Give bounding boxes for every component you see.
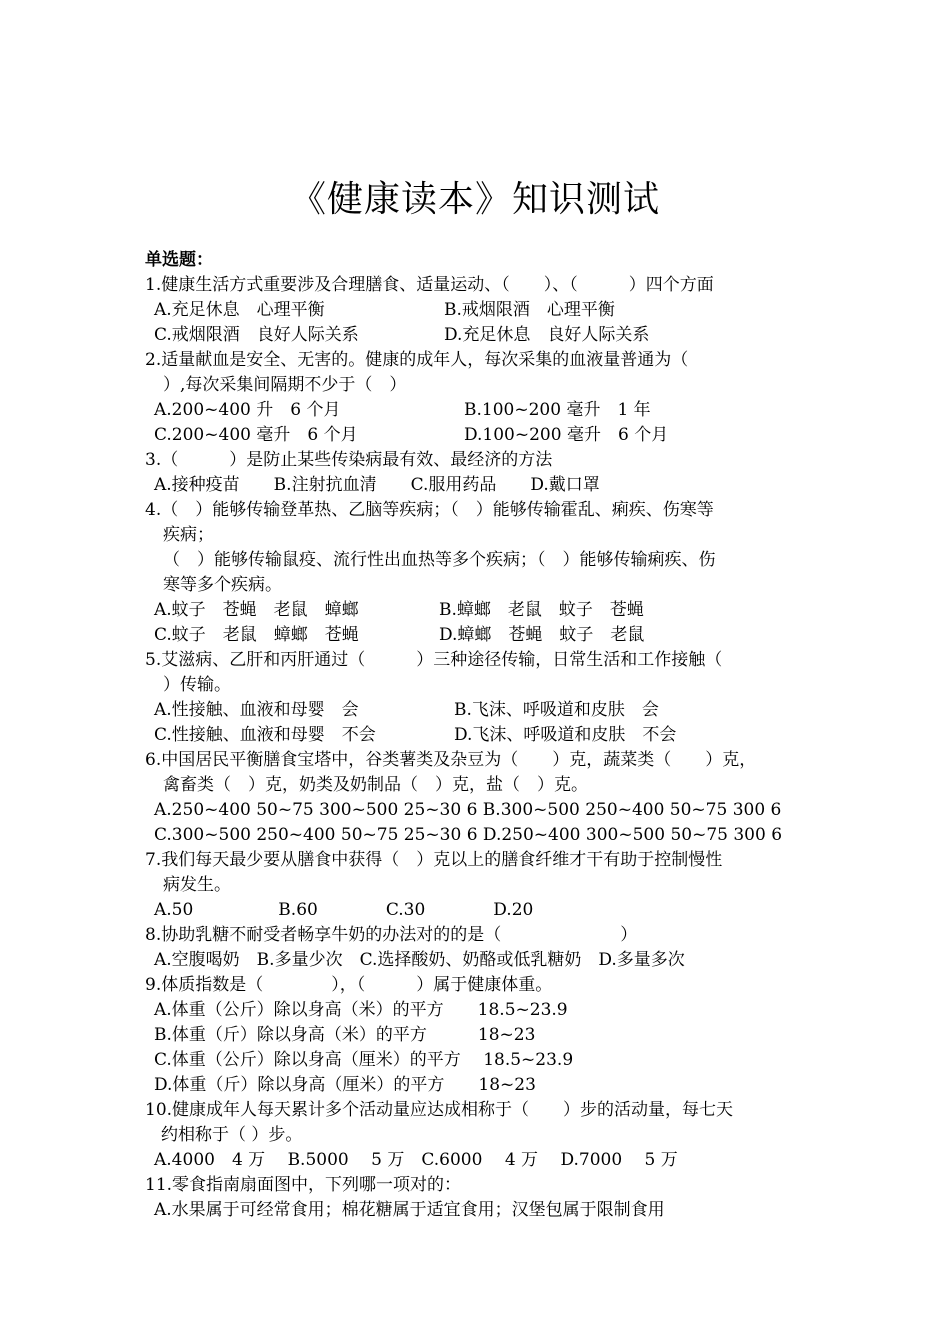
question-11: [145, 1173, 815, 1223]
option-row: [145, 1048, 815, 1073]
option-row: [145, 698, 815, 723]
option-row: [145, 323, 815, 348]
option-row: [145, 823, 815, 848]
question-text: 1.健康生活方式重要涉及合理膳食、适量运动、（ ）、（ ）四个方面: [145, 275, 714, 295]
option-row: [145, 298, 815, 323]
question-7: [145, 848, 815, 923]
answer-option: A.4000 4 万 B.5000 5 万 C.6000 4 万 D.7000 5 万: [154, 1150, 678, 1170]
question-10: [145, 1098, 815, 1173]
question-text-continued: 约相称于（ ）步。: [161, 1125, 303, 1145]
answer-option: D.蟑螂 苍蝇 蚊子 老鼠: [439, 625, 645, 645]
question-text-continued: 寒等多个疾病。: [163, 575, 282, 595]
option-row: [145, 1073, 815, 1098]
answer-option: C.体重（公斤）除以身高（厘米）的平方 18.5~23.9: [154, 1050, 574, 1070]
question-2: [145, 348, 815, 448]
question-text-continued: ）传输。: [163, 675, 231, 695]
question-text-continued: 疾病；: [163, 525, 214, 545]
answer-option: A.50 B.60 C.30 D.20: [154, 900, 534, 920]
answer-option: D.体重（斤）除以身高（厘米）的平方 18~23: [154, 1075, 536, 1095]
answer-option: A.250~400 50~75 300~500 25~30 6 B.300~500 250~400 50~75 300 6: [154, 800, 782, 820]
question-text-continued: 禽畜类（ ）克，奶类及奶制品（ ）克，盐（ ）克。: [163, 775, 588, 795]
question-text: 5.艾滋病、乙肝和丙肝通过（ ）三种途径传输，日常生活和工作接触（: [145, 650, 723, 670]
question-1: [145, 273, 815, 348]
answer-option: B.体重（斤）除以身高（米）的平方 18~23: [154, 1025, 536, 1045]
question-9: [145, 973, 815, 1098]
answer-option: C.性接触、血液和母婴 不会: [154, 725, 376, 745]
question-list: [145, 248, 815, 1223]
document-title: 《健康读本》知识测试: [289, 179, 660, 220]
question-text: 6.中国居民平衡膳食宝塔中，谷类薯类及杂豆为（ ）克，蔬菜类（ ）克，: [145, 750, 757, 770]
question-8: [145, 923, 815, 973]
option-row: [145, 948, 815, 973]
option-row: [145, 598, 815, 623]
answer-option: C.300~500 250~400 50~75 25~30 6 D.250~400 300~500 50~75 300 6: [154, 825, 783, 845]
answer-option: A.接种疫苗 B.注射抗血清 C.服用药品 D.戴口罩: [154, 475, 600, 495]
answer-option: C.戒烟限酒 良好人际关系: [154, 325, 359, 345]
answer-option: A.体重（公斤）除以身高（米）的平方 18.5~23.9: [154, 1000, 568, 1020]
question-text: 10.健康成年人每天累计多个活动量应达成相称于（ ）步的活动量，每七天: [145, 1100, 734, 1120]
answer-option: B.100~200 毫升 1 年: [464, 400, 651, 420]
answer-option: A.性接触、血液和母婴 会: [154, 700, 359, 720]
option-row: [145, 473, 815, 498]
answer-option: C.蚊子 老鼠 蟑螂 苍蝇: [154, 625, 359, 645]
option-row: [145, 1023, 815, 1048]
option-row: [145, 623, 815, 648]
answer-option: A.蚊子 苍蝇 老鼠 蟑螂: [154, 600, 359, 620]
answer-option: A.空腹喝奶 B.多量少次 C.选择酸奶、奶酪或低乳糖奶 D.多量多次: [154, 950, 685, 970]
section-label: 单选题：: [145, 250, 213, 270]
option-row: [145, 998, 815, 1023]
option-row: [145, 723, 815, 748]
question-6: [145, 748, 815, 848]
option-row: [145, 898, 815, 923]
answer-option: B.蟑螂 老鼠 蚊子 苍蝇: [439, 600, 644, 620]
answer-option: D.充足休息 良好人际关系: [444, 325, 650, 345]
answer-option: D.100~200 毫升 6 个月: [464, 425, 669, 445]
answer-option: B.戒烟限酒 心理平衡: [444, 300, 615, 320]
question-text-continued: 病发生。: [163, 875, 231, 895]
question-text: 11.零食指南扇面图中，下列哪一项对的：: [145, 1175, 462, 1195]
answer-option: C.200~400 毫升 6 个月: [154, 425, 358, 445]
option-row: [145, 798, 815, 823]
answer-option: A.200~400 升 6 个月: [154, 400, 341, 420]
question-text-continued: （ ）能够传输鼠疫、流行性出血热等多个疾病；（ ）能够传输痢疾、伤: [163, 550, 716, 570]
question-3: [145, 448, 815, 498]
question-text: 3.（ ）是防止某些传染病最有效、最经济的方法: [145, 450, 553, 470]
question-5: [145, 648, 815, 748]
question-text: 9.体质指数是（ ），（ ）属于健康体重。: [145, 975, 553, 995]
option-row: [145, 1148, 815, 1173]
question-text: 8.协助乳糖不耐受者畅享牛奶的办法对的的是（ ）: [145, 925, 638, 945]
question-4: [145, 498, 815, 648]
answer-option: A.充足休息 心理平衡: [154, 300, 325, 320]
option-row: [145, 398, 815, 423]
answer-option: D.飞沫、呼吸道和皮肤 不会: [454, 725, 677, 745]
question-text: 4.（ ）能够传输登革热、乙脑等疾病；（ ）能够传输霍乱、痢疾、伤寒等: [145, 500, 714, 520]
option-row: [145, 423, 815, 448]
answer-option: B.飞沫、呼吸道和皮肤 会: [454, 700, 659, 720]
answer-option: A.水果属于可经常食用；棉花糖属于适宜食用；汉堡包属于限制食用: [154, 1200, 665, 1220]
question-text-continued: ）,每次采集间隔期不少于（ ）: [163, 375, 407, 395]
question-text: 7.我们每天最少要从膳食中获得（ ）克以上的膳食纤维才干有助于控制慢性: [145, 850, 723, 870]
question-text: 2.适量献血是安全、无害的。健康的成年人，每次采集的血液量普通为（: [145, 350, 689, 370]
option-row: [145, 1198, 815, 1223]
